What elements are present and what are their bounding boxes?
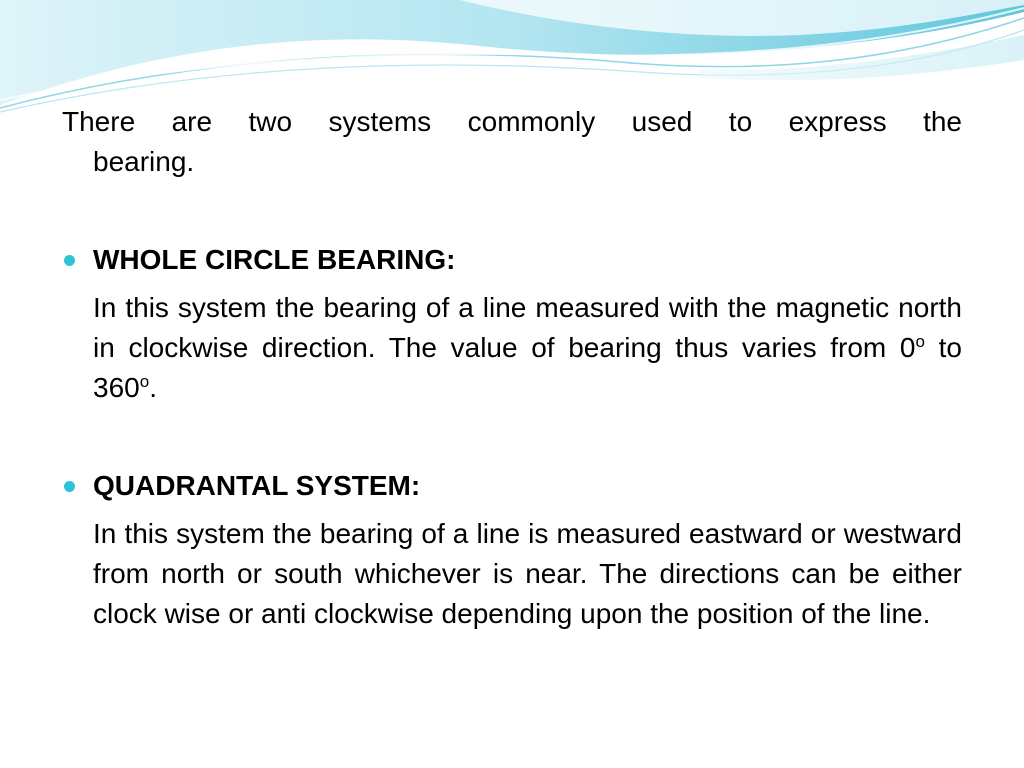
bullet-dot-icon: [64, 255, 75, 266]
whole-circle-bearing-body: [93, 288, 962, 408]
degree-mark: o: [915, 332, 925, 351]
section-heading: QUADRANTAL SYSTEM:: [93, 470, 421, 501]
intro-line-2: bearing.: [93, 146, 195, 177]
intro-line-1: There are two systems commonly used to express the: [62, 106, 962, 137]
wcb-body-text: In this system the bearing of a line measured with the magnetic north in clockwise direction. The value of bearing thus varies from 0: [93, 292, 962, 363]
wcb-body-middle: to 360: [93, 332, 962, 403]
section-heading: WHOLE CIRCLE BEARING:: [93, 244, 456, 275]
degree-mark: o: [139, 372, 150, 391]
intro-paragraph: [62, 102, 962, 182]
qs-body-text: In this system the bearing of a line is measured eastward or westward from north or south whichever is near. The directions can be either clock wise or anti clockwise depending upon the position of the line.: [93, 518, 962, 629]
wcb-body-end: .: [149, 372, 157, 403]
bullet-dot-icon: [64, 481, 75, 492]
quadrantal-system-body: [93, 514, 962, 634]
